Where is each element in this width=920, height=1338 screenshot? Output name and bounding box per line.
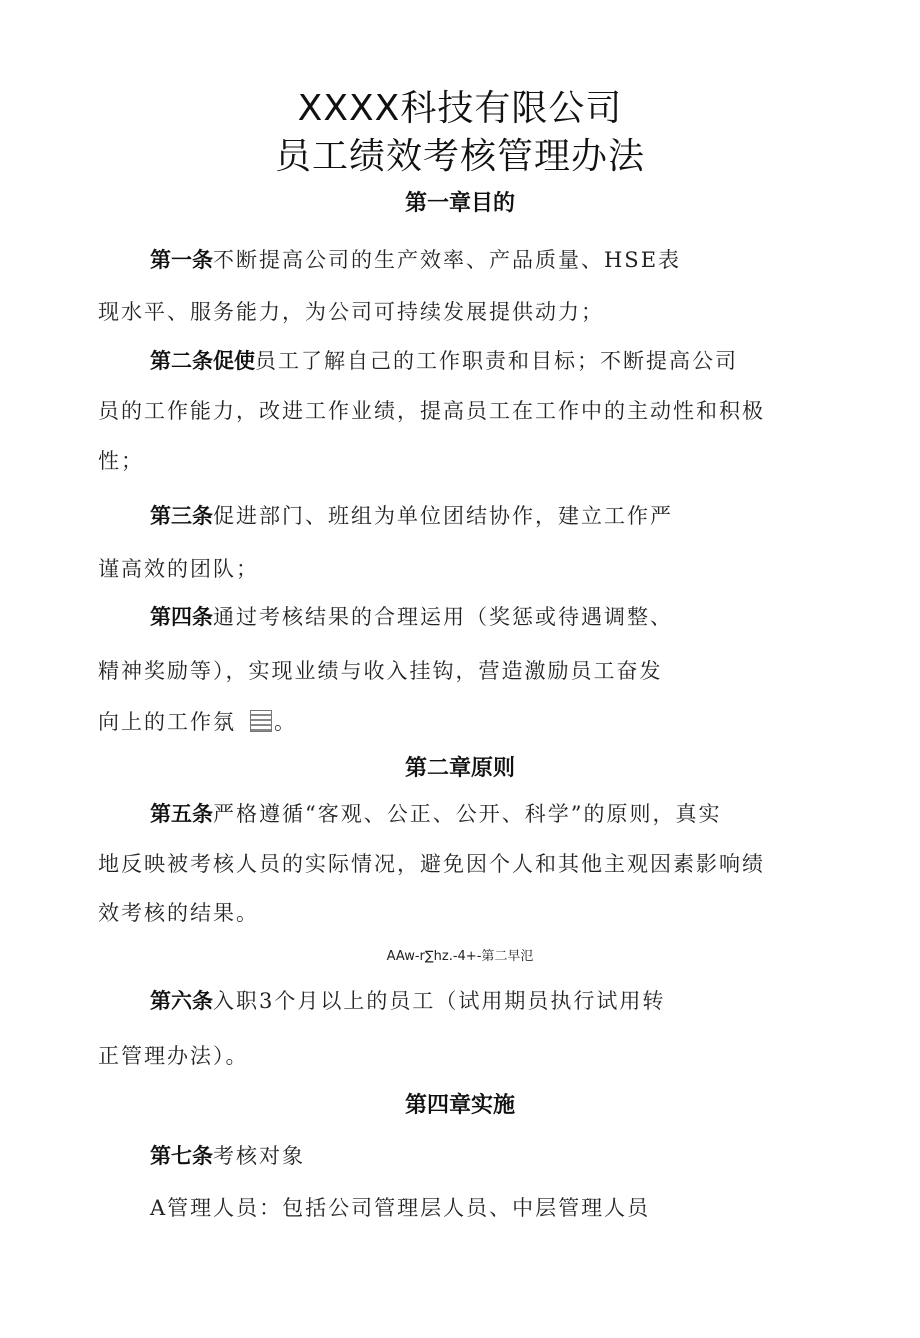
article-6-text-2: 正管理办法）。 bbox=[98, 1044, 249, 1068]
article-7-item-a: A管理人员：包括公司管理层人员、中层管理人员 bbox=[150, 1196, 651, 1220]
company-title: XXXX科技有限公司 bbox=[297, 88, 623, 129]
article-1 bbox=[150, 244, 681, 274]
article-1-number: 第一条 bbox=[150, 248, 213, 272]
article-3-text-2: 谨高效的团队； bbox=[98, 557, 259, 581]
article-5-text-2: 地反映被考核人员的实际情况，避免因个人和其他主观因素影响绩 bbox=[98, 852, 765, 876]
article-3-number: 第三条 bbox=[150, 504, 213, 528]
article-2-text-2: 员的工作能力，改进工作业绩，提高员工在工作中的主动性和积极 bbox=[98, 399, 765, 423]
document-title: 员工绩效考核管理办法 bbox=[274, 136, 645, 177]
chapter-1-heading: 第一章目的 bbox=[404, 191, 515, 216]
chapter-4-heading: 第四章实施 bbox=[404, 1093, 515, 1118]
article-3 bbox=[150, 500, 673, 530]
article-5-text-3: 效考核的结果。 bbox=[98, 901, 259, 925]
article-7 bbox=[150, 1140, 305, 1170]
article-2-text-3: 性； bbox=[98, 449, 144, 473]
article-4-text-3-wrap bbox=[98, 706, 297, 736]
article-2-text-1: 员工了解自己的工作职责和目标；不断提高公司 bbox=[255, 349, 738, 373]
chapter-2-heading: 第二章原则 bbox=[404, 756, 515, 781]
article-5-number: 第五条 bbox=[150, 802, 213, 826]
article-4-text-3: 向上的工作氛 bbox=[98, 710, 236, 734]
article-4-number: 第四条 bbox=[150, 605, 213, 629]
article-7-number: 第七条 bbox=[150, 1144, 213, 1168]
article-4-text-3-end: 。 bbox=[274, 710, 297, 734]
article-3-text-1: 促进部门、班组为单位团结协作，建立工作严 bbox=[213, 504, 673, 528]
article-2-number: 第二条促使 bbox=[150, 349, 255, 373]
article-7-text-1: 考核对象 bbox=[213, 1144, 305, 1168]
article-4 bbox=[150, 601, 673, 631]
garbled-chapter-3-heading: AAw-r∑hz.-4+-第二早氾 bbox=[386, 949, 534, 964]
article-1-text-1: 不断提高公司的生产效率、产品质量、HSE表 bbox=[213, 248, 682, 272]
article-6-number: 第六条 bbox=[150, 989, 213, 1013]
article-1-text-2: 现水平、服务能力，为公司可持续发展提供动力； bbox=[98, 300, 604, 324]
article-6-text-1: 入职3个月以上的员工（试用期员执行试用转 bbox=[213, 989, 666, 1013]
article-2 bbox=[150, 345, 738, 375]
article-4-text-2: 精神奖励等），实现业绩与收入挂钩，营造激励员工奋发 bbox=[98, 659, 663, 683]
article-6 bbox=[150, 985, 665, 1015]
article-4-text-1: 通过考核结果的合理运用（奖惩或待遇调整、 bbox=[213, 605, 673, 629]
article-5 bbox=[150, 798, 721, 828]
blurred-glyph-image bbox=[250, 710, 272, 732]
article-5-text-1: 严格遵循“客观、公正、公开、科学”的原则，真实 bbox=[213, 802, 722, 826]
